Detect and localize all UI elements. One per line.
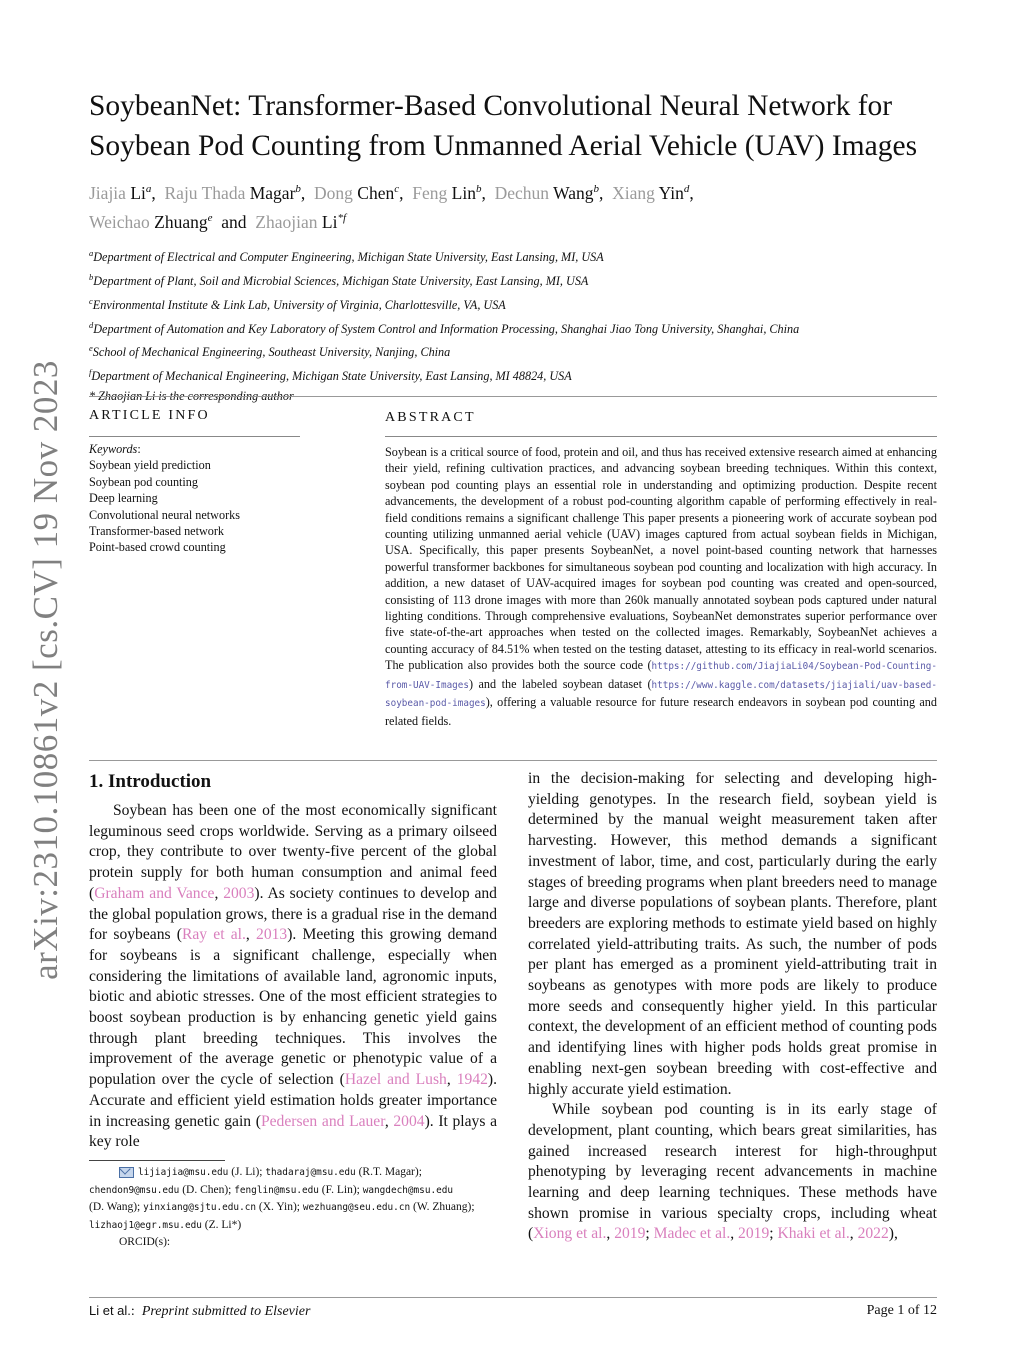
footnote-emails: lijiajia@msu.edu (J. Li); thadaraj@msu.edu (R.T. Magar); chendon9@msu.edu (D. Chen); fenglin@msu.edu (F. Lin); wangdech@msu.edu (D. Wang); yinxiang@sjtu.edu.cn (X. Yin); wezhuang@seu.edu.cn (W. Zhuang); lizhaoj1@egr.msu.edu (Z. Li*) ORCID(s): xyxy=(89,1164,497,1251)
affiliation-list xyxy=(89,244,949,407)
abstract-heading: ABSTRACT xyxy=(385,410,476,425)
abstract-text: Soybean is a critical source of food, protein and oil, and thus has received extensive research aimed at enhancing their yield, refining cultivation practices, and advancing soybean breeding techniques. Within this context, soybean pod counting plays an essential role in understanding and optimizing production. Despite recent advancements, the development of a robust pod-counting algorithm capable of performing effectively in real-field conditions remains a significant challenge This paper presents a pioneering work of accurate soybean pod counting utilizing unmanned aerial vehicle (UAV) images captured from actual soybean fields in Michigan, USA. Specifically, this paper presents SoybeanNet, a novel point-based counting network that harnesses powerful transformer backbones for simultaneous soybean pod counting and localization with high accuracy. In addition, a new dataset of UAV-acquired images for soybean pod counting was created and open-sourced, consisting of 113 drone images with more than 260k manually annotated soybean pods captured under natural lighting conditions. Through comprehensive evaluations, SoybeanNet demonstrates superior performance over five state-of-the-art approaches when tested on the collected images. Remarkably, SoybeanNet achieves a counting accuracy of 84.51% when tested on the testing dataset, attesting to its efficacy in real-world scenarios. The publication also provides both the source code (https://github.com/JiajiaLi04/Soybean-Pod-Counting-from-UAV-Images) and the labeled soybean dataset (https://www.kaggle.com/datasets/jiajiali/uav-based-soybean-pod-images), offering a valuable resource for future research endeavors in soybean pod counting and related fields. xyxy=(385,445,937,728)
citation-link[interactable]: 2019 xyxy=(614,1225,646,1243)
source-code-link[interactable]: https://github.com/JiajiaLi04/Soybean-Pod-Counting-from-UAV-Images xyxy=(385,661,937,691)
article-info-heading: ARTICLE INFO xyxy=(89,408,210,423)
paper-title: SoybeanNet: Transformer-Based Convolutional Neural Network for Soybean Pod Counting from Unmanned Aerial Vehicle (UAV) Images xyxy=(89,90,918,162)
divider xyxy=(89,396,937,397)
divider xyxy=(89,436,300,437)
divider xyxy=(385,436,937,437)
intro-right-column xyxy=(528,769,937,1245)
citation-link[interactable]: Hazel and Lush xyxy=(344,1071,447,1089)
email-link[interactable]: wangdech@msu.edu xyxy=(362,1184,454,1196)
keyword: Convolutional neural networks xyxy=(89,507,240,522)
citation-link[interactable]: 2013 xyxy=(256,926,288,944)
author: Feng Lin$^b$ xyxy=(412,182,482,203)
citation-link[interactable]: Ray et al. xyxy=(181,926,246,944)
citation-link[interactable]: 1942 xyxy=(456,1071,488,1089)
arxiv-stamp: arXiv:2310.10861v2 [cs.CV] 19 Nov 2023 xyxy=(26,360,65,980)
keyword: Soybean yield prediction xyxy=(89,458,211,473)
author: Weichao Zhuang$^e$ xyxy=(89,211,213,232)
email-link[interactable]: chendon9@msu.edu xyxy=(89,1184,180,1196)
page-number: Page 1 of 12 xyxy=(866,1303,937,1318)
email-link[interactable]: wezhuang@seu.edu.cn xyxy=(302,1202,411,1213)
citation-link[interactable]: Graham and Vance xyxy=(94,884,215,902)
footer-divider xyxy=(89,1297,937,1298)
author: Xiang Yin$^d$ xyxy=(612,182,690,203)
dataset-link[interactable]: https://www.kaggle.com/datasets/jiajiali/uav-based-soybean-pod-images xyxy=(385,679,937,710)
keywords-label: Keywords xyxy=(89,442,138,456)
author-list: Jiajia Li$^a$, Raju Thada Magar$^b$, Dong Chen$^c$, Feng Lin$^b$, Dechun Wang$^b$, Xiang Yin$^d$, Weichao Zhuang$^e$ and Zhaojian Li$^{*f}$ xyxy=(89,182,694,232)
keyword: Soybean pod counting xyxy=(89,474,198,489)
affiliation: $^f$Department of Mechanical Engineering, Michigan State University, East Lansing, MI 48824, USA xyxy=(89,367,572,384)
citation-link[interactable]: Xiong et al. xyxy=(533,1225,607,1243)
corresponding-author-note: * Zhaojian Li is the corresponding author xyxy=(89,389,294,404)
footer-citation: Li et al.: Preprint submitted to Elsevier xyxy=(89,1303,311,1319)
footnote-divider xyxy=(89,1160,225,1161)
author: Dong Chen$^c$ xyxy=(314,182,400,203)
affiliation: $^e$School of Mechanical Engineering, Southeast University, Nanjing, China xyxy=(89,343,451,360)
citation-link[interactable]: 2004 xyxy=(393,1112,425,1130)
citation-link[interactable]: 2003 xyxy=(223,884,255,902)
affiliation: $^a$Department of Electrical and Computer Engineering, Michigan State University, East Lansing, MI, USA xyxy=(89,248,604,265)
section-heading-introduction: 1. Introduction xyxy=(89,771,212,792)
paragraph: Soybean has been one of the most economically significant leguminous seed crops worldwide. Serving as a primary oilseed crop, they contribute to over twenty-five percent of the global protein supply for both human consumption and animal feed (Graham and Vance, 2003). As society continues to develop and the global population grows, there is a gradual rise in the demand for soybeans (Ray et al., 2013). Meeting this growing demand for soybeans is a significant challenge, especially when considering the limitations of available land, agronomic inputs, biotic and abiotic stresses. One of the most efficient strategies to boost soybean production is by enhancing genetic yield gains through plant breeding techniques. This involves the improvement of the average genetic or phenotypic value of a population over the cycle of selection (Hazel and Lush, 1942). Accurate and efficient yield estimation holds greater importance in increasing genetic gain (Pedersen and Lauer, 2004). It plays a key role xyxy=(89,802,498,1151)
author: Dechun Wang$^b$ xyxy=(494,182,599,203)
affiliation: $^b$Department of Plant, Soil and Microbial Sciences, Michigan State University, East Lansing, MI, USA xyxy=(89,271,589,288)
author: Zhaojian Li$^{*f}$ xyxy=(255,211,346,232)
affiliation: $^d$Department of Automation and Key Laboratory of System Control and Information Processing, Shanghai Jiao Tong University, Shanghai, China xyxy=(89,319,800,336)
orcid-label: ORCID(s): xyxy=(119,1236,171,1248)
keyword: Point-based crowd counting xyxy=(89,540,226,555)
email-link[interactable]: yinxiang@sjtu.edu.cn xyxy=(143,1202,257,1213)
citation-link[interactable]: Khaki et al. xyxy=(777,1225,850,1243)
citation-link[interactable]: 2022 xyxy=(857,1225,889,1243)
email-link[interactable]: fenglin@msu.edu xyxy=(234,1184,319,1196)
citation-link[interactable]: Madec et al. xyxy=(653,1225,731,1243)
email-link[interactable]: lijiajia@msu.edu xyxy=(138,1167,229,1178)
keyword: Transformer-based network xyxy=(89,524,225,539)
citation-link[interactable]: Pedersen and Lauer xyxy=(260,1112,385,1130)
author: Raju Thada Magar$^b$ xyxy=(164,182,301,203)
paragraph: in the decision-making for selecting and developing high-yielding genotypes. In the research field, soybean yield is determined by the manual weight measurement taken after harvesting. However, this method demands a significant investment of labor, time, and cost, particularly during the early stages of breeding programs when plant breeders need to manage large and diverse populations of soybean plants. Therefore, plant breeders are exploring methods to estimate yield based on highly correlated yield-attributing traits. As such, the number of pods per plant has emerged as a prominent yield-attributing trait in soybeans as genotypes with more pods are likely to produce more seeds and consequently higher yield. In this particular context, the development of an efficient method of counting pods and identifying lines with higher pods holds great promise in enabling next-gen soybean breeding with cost-effective and highly accurate yield estimation. xyxy=(528,770,937,1098)
affiliation: $^c$Environmental Institute & Link Lab, University of Virginia, Charlottesville, VA, USA xyxy=(89,295,506,312)
author: Jiajia Li$^a$ xyxy=(89,182,152,203)
author-conjunction: and xyxy=(221,211,247,232)
paragraph: While soybean pod counting is in its early stage of development, plant counting, which bears great similarities, has gained increased research interest for high-throughput phenotyping by leveraging recent advancements in machine learning and deep learning techniques. These methods have shown promise in various specialty crops, including wheat (Xiong et al., 2019; Madec et al., 2019; Khaki et al., 2022), xyxy=(528,1101,937,1243)
email-link[interactable]: lizhaoj1@egr.msu.edu xyxy=(89,1219,202,1231)
citation-link[interactable]: 2019 xyxy=(738,1225,770,1243)
intro-left-column xyxy=(89,801,497,1153)
keywords-block: Keywords: Soybean yield prediction Soybean pod counting Deep learning Convolutional neural networks Transformer-based network Point-based crowd counting xyxy=(89,441,309,556)
keyword: Deep learning xyxy=(89,491,158,506)
divider xyxy=(89,760,937,761)
email-link[interactable]: thadaraj@msu.edu xyxy=(265,1167,356,1178)
email-icon xyxy=(119,1167,134,1178)
